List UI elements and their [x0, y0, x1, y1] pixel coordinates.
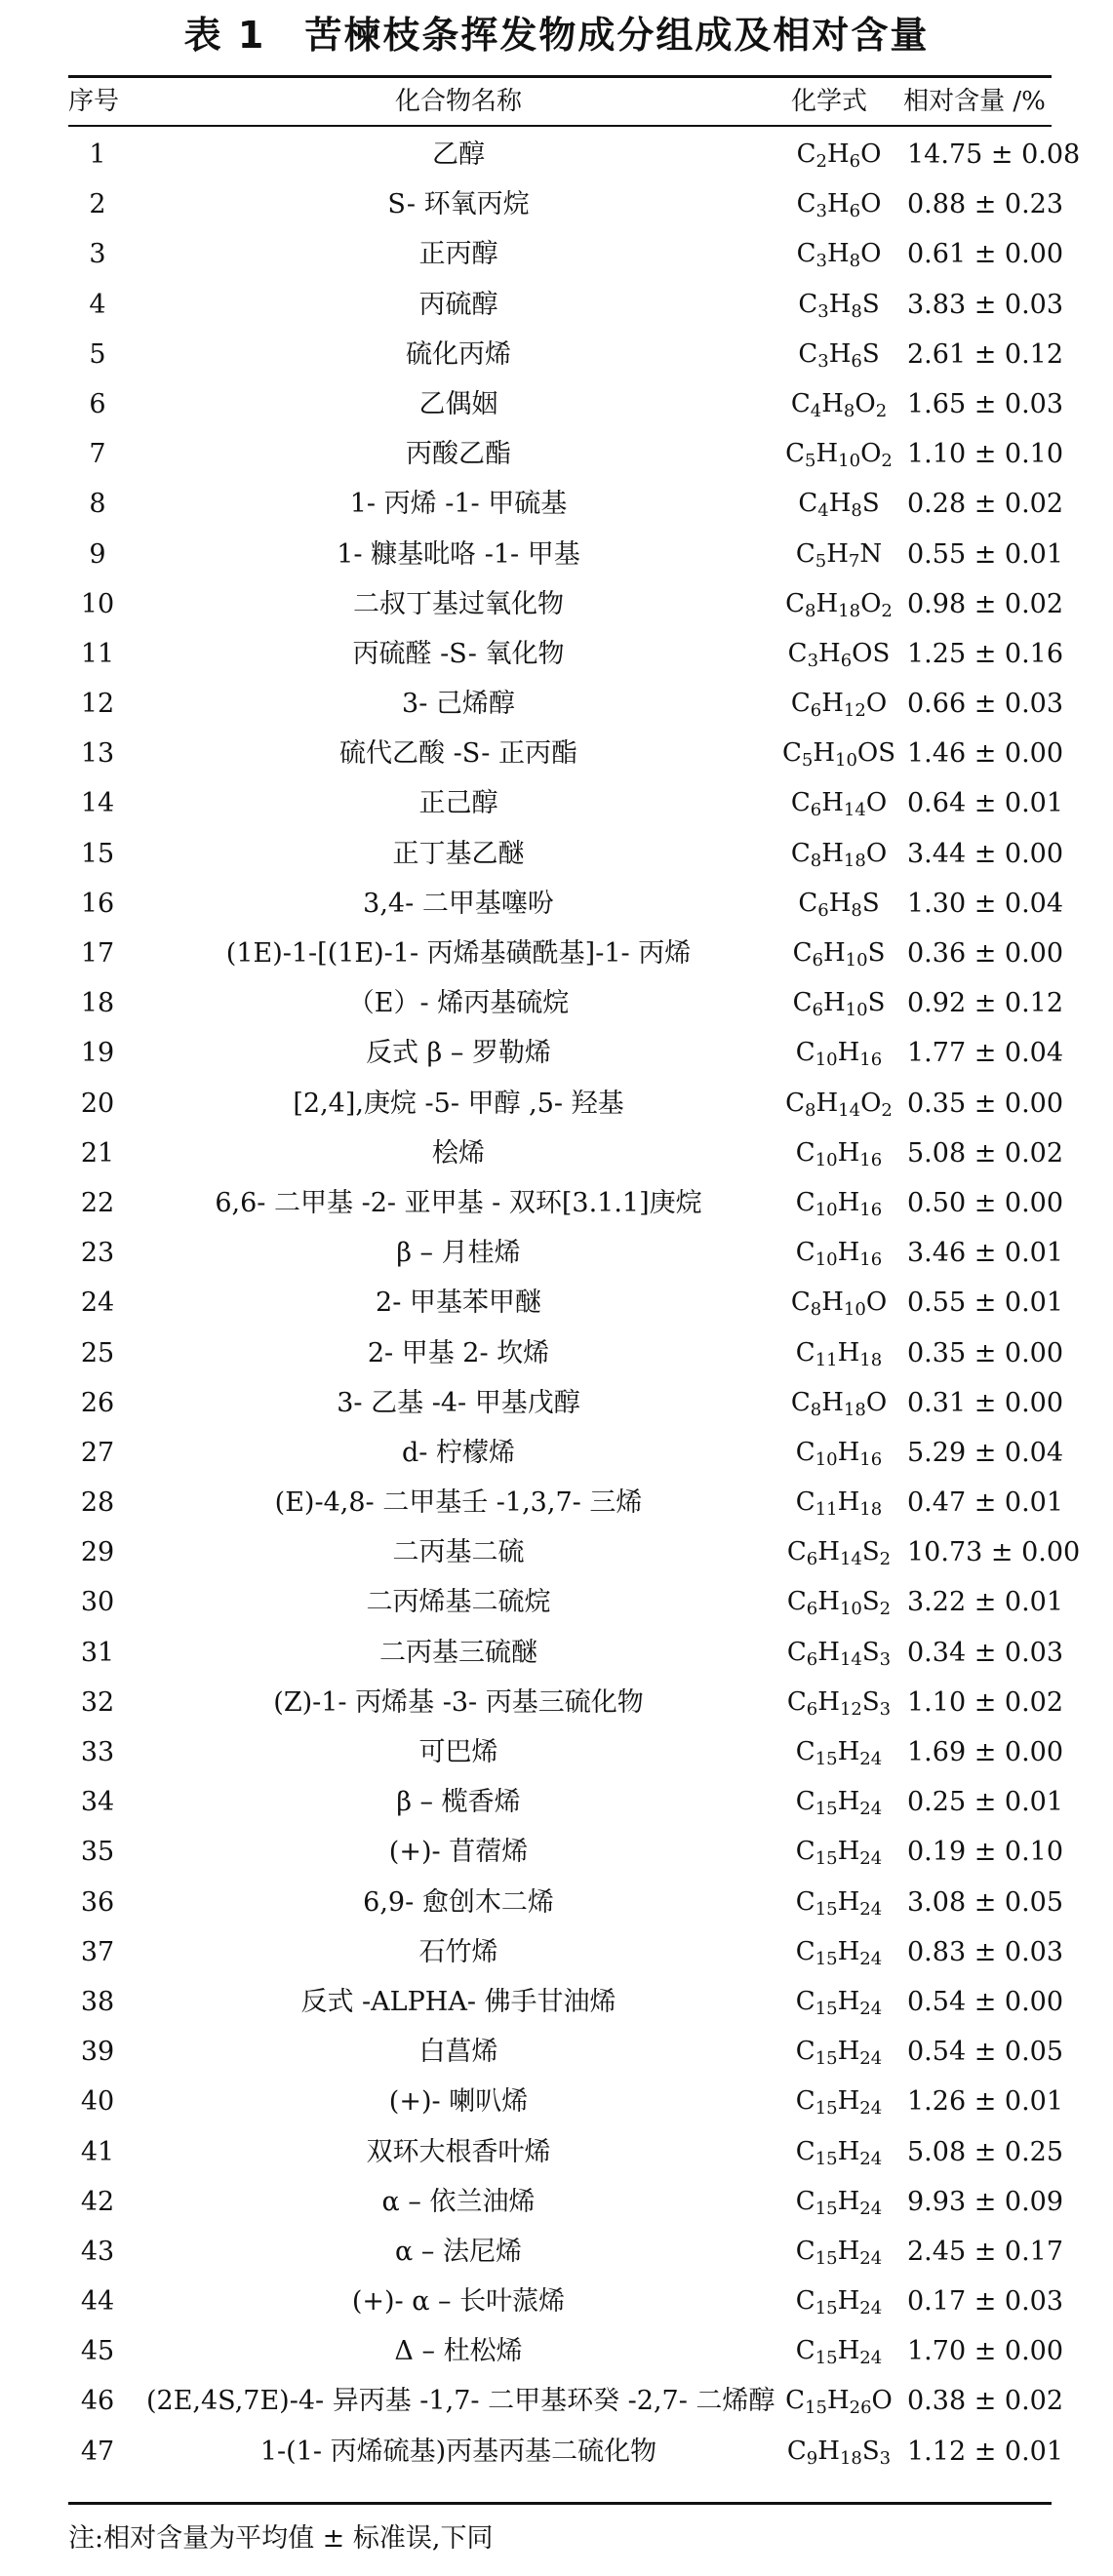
row-relative-content: 1.10 ± 0.02	[907, 1686, 1064, 1718]
row-index: 26	[80, 1387, 115, 1418]
row-compound-name: 反式 β – 罗勒烯	[366, 1038, 551, 1069]
row-compound-name: 正己醇	[418, 788, 498, 819]
table-row	[68, 1129, 1064, 1178]
row-formula: $C_4H_8S$	[798, 489, 880, 522]
row-index: 21	[80, 1137, 115, 1169]
row-index: 34	[80, 1787, 115, 1818]
row-formula: $C_6H_{12}S_3$	[786, 1686, 892, 1720]
row-index: 47	[80, 2436, 115, 2467]
row-relative-content: 0.31 ± 0.00	[907, 1387, 1064, 1418]
row-index: 12	[80, 689, 115, 720]
row-compound-name: 3,4- 二甲基噻吩	[363, 888, 554, 919]
table-row	[68, 1079, 1064, 1129]
row-relative-content: 1.30 ± 0.04	[907, 888, 1064, 919]
row-index: 19	[80, 1038, 115, 1069]
row-formula: $C_8H_{10}O$	[790, 1288, 888, 1321]
row-relative-content: 0.47 ± 0.01	[907, 1487, 1064, 1519]
row-formula: $C_4H_8O_2$	[790, 388, 888, 421]
row-formula: $C_{10}H_{16}$	[795, 1137, 883, 1170]
row-relative-content: 0.54 ± 0.00	[907, 1986, 1064, 2017]
row-index: 33	[80, 1737, 115, 1767]
row-relative-content: 0.92 ± 0.12	[907, 988, 1064, 1019]
row-index: 40	[80, 2086, 115, 2118]
row-index: 9	[89, 538, 106, 570]
table-row	[68, 1527, 1081, 1577]
row-compound-name: 丙硫醛 -S- 氧化物	[352, 638, 565, 669]
row-index: 18	[80, 988, 115, 1019]
row-relative-content: 1.77 ± 0.04	[907, 1038, 1064, 1069]
table-row	[68, 829, 1064, 879]
header-relative-content: 相对含量 /%	[903, 87, 1046, 116]
table-row	[68, 379, 1064, 429]
row-compound-name: 6,9- 愈创木二烯	[363, 1886, 554, 1918]
row-relative-content: 1.10 ± 0.10	[907, 439, 1064, 470]
row-compound-name: 3- 乙基 -4- 甲基戊醇	[337, 1387, 580, 1418]
table-row	[68, 530, 1064, 579]
table-row	[68, 1878, 1064, 1927]
row-relative-content: 3.44 ± 0.00	[907, 838, 1064, 869]
row-compound-name: 双环大根香叶烯	[366, 2136, 551, 2167]
row-formula: $C_{15}H_{24}$	[795, 2037, 883, 2070]
header-formula: 化学式	[790, 87, 867, 116]
row-compound-name: 1- 丙烯 -1- 甲硫基	[349, 489, 568, 520]
table-row	[68, 579, 1064, 629]
row-relative-content: 5.29 ± 0.04	[907, 1437, 1064, 1468]
row-formula: $C_{15}H_{24}$	[795, 2286, 883, 2319]
row-compound-name: 乙偶姻	[418, 388, 498, 419]
table-row	[68, 929, 1064, 978]
header-index: 序号	[68, 87, 120, 116]
row-index: 22	[80, 1187, 115, 1218]
row-formula: $C_8H_{18}O$	[790, 1387, 888, 1420]
row-formula: $C_{15}H_{24}$	[795, 2086, 883, 2120]
table-row	[68, 1577, 1064, 1627]
row-formula: $C_6H_{10}S_2$	[786, 1587, 892, 1620]
row-formula: $C_{15}H_{24}$	[795, 1886, 883, 1920]
table-row	[68, 1178, 1064, 1228]
row-formula: $C_{15}H_{24}$	[795, 1837, 883, 1870]
row-relative-content: 1.26 ± 0.01	[907, 2086, 1064, 2118]
row-compound-name: 1-(1- 丙烯硫基)丙基丙基二硫化物	[259, 2436, 657, 2467]
row-relative-content: 0.66 ± 0.03	[907, 689, 1064, 720]
row-relative-content: 14.75 ± 0.08	[907, 139, 1081, 170]
row-compound-name: 丙硫醇	[418, 289, 498, 320]
row-compound-name: (+)- 苜蓿烯	[388, 1837, 529, 1868]
row-compound-name: (+)- 喇叭烯	[388, 2086, 529, 2118]
row-compound-name: [2,4],庚烷 -5- 甲醇 ,5- 羟基	[293, 1088, 624, 1119]
row-compound-name: 2- 甲基 2- 坎烯	[367, 1337, 550, 1368]
row-index: 1	[89, 139, 106, 170]
row-formula: $C_6H_{10}S$	[792, 938, 886, 971]
row-relative-content: 0.38 ± 0.02	[907, 2386, 1064, 2417]
table-row	[68, 429, 1064, 479]
row-formula: $C_{15}H_{24}$	[795, 1936, 883, 1969]
row-relative-content: 3.46 ± 0.01	[907, 1238, 1064, 1269]
row-compound-name: (Z)-1- 丙烯基 -3- 丙基三硫化物	[273, 1686, 644, 1718]
row-formula: $C_{15}H_{24}$	[795, 2136, 883, 2169]
row-relative-content: 0.28 ± 0.02	[907, 489, 1064, 520]
table-row	[68, 1228, 1064, 1278]
row-relative-content: 0.55 ± 0.01	[907, 1288, 1064, 1319]
row-formula: $C_3H_6O$	[796, 189, 882, 222]
row-index: 4	[89, 289, 106, 320]
table-row	[68, 229, 1064, 279]
row-formula: $C_3H_6S$	[798, 338, 880, 372]
row-formula: $C_6H_{14}S_3$	[786, 1637, 892, 1670]
row-formula: $C_3H_6OS$	[787, 638, 891, 671]
row-relative-content: 9.93 ± 0.09	[907, 2186, 1064, 2217]
row-compound-name: (+)- α – 长叶蒎烯	[351, 2286, 566, 2318]
row-formula: $C_8H_{14}O_2$	[785, 1088, 893, 1121]
row-relative-content: 0.34 ± 0.03	[907, 1637, 1064, 1668]
row-formula: $C_{15}H_{24}$	[795, 1787, 883, 1820]
row-index: 32	[80, 1686, 115, 1718]
row-formula: $C_6H_{12}O$	[790, 689, 888, 722]
row-compound-name: 3- 己烯醇	[402, 689, 515, 720]
row-relative-content: 1.69 ± 0.00	[907, 1737, 1064, 1767]
row-formula: $C_{15}H_{24}$	[795, 2236, 883, 2269]
table-bottom-rule	[68, 2502, 1052, 2505]
row-relative-content: 10.73 ± 0.00	[907, 1537, 1081, 1568]
row-relative-content: 1.46 ± 0.00	[907, 738, 1064, 770]
row-index: 30	[80, 1587, 115, 1618]
row-compound-name: 正丁基乙醚	[392, 838, 525, 869]
row-relative-content: 0.55 ± 0.01	[907, 538, 1064, 570]
row-compound-name: 正丙醇	[418, 239, 498, 270]
row-compound-name: 二丙烯基二硫烷	[366, 1587, 551, 1618]
row-compound-name: β – 榄香烯	[396, 1787, 521, 1818]
row-formula: $C_6H_{10}S$	[792, 988, 886, 1021]
table-row	[68, 1428, 1064, 1478]
row-relative-content: 0.61 ± 0.00	[907, 239, 1064, 270]
row-index: 38	[80, 1986, 115, 2017]
table-title: 表 1 苦楝枝条挥发物成分组成及相对含量	[183, 14, 930, 57]
row-compound-name: 1- 糠基吡咯 -1- 甲基	[337, 538, 580, 570]
row-compound-name: 乙醇	[432, 139, 485, 170]
row-compound-name: α – 依兰油烯	[381, 2186, 536, 2217]
row-formula: $C_{10}H_{16}$	[795, 1238, 883, 1271]
row-index: 39	[80, 2037, 115, 2068]
row-index: 13	[80, 738, 115, 770]
row-relative-content: 0.54 ± 0.05	[907, 2037, 1064, 2068]
table-row	[68, 1028, 1064, 1078]
row-index: 36	[80, 1886, 115, 1918]
table-row	[68, 2027, 1064, 2077]
row-compound-name: β – 月桂烯	[396, 1238, 521, 1269]
row-index: 3	[89, 239, 106, 270]
row-relative-content: 1.25 ± 0.16	[907, 638, 1064, 669]
header-compound-name: 化合物名称	[394, 87, 522, 116]
row-index: 31	[80, 1637, 115, 1668]
table-top-rule	[68, 75, 1052, 78]
row-relative-content: 5.08 ± 0.02	[907, 1137, 1064, 1169]
row-relative-content: 0.17 ± 0.03	[907, 2286, 1064, 2318]
row-index: 29	[80, 1537, 115, 1568]
row-compound-name: 硫化丙烯	[406, 338, 511, 370]
row-relative-content: 1.65 ± 0.03	[907, 388, 1064, 419]
table-body	[68, 130, 1081, 2477]
table-row	[68, 2177, 1064, 2227]
row-index: 42	[80, 2186, 115, 2217]
table-row	[68, 2077, 1064, 2126]
table-row	[68, 2326, 1064, 2376]
table-row	[68, 1478, 1064, 1527]
row-formula: $C_{10}H_{16}$	[795, 1437, 883, 1470]
row-index: 14	[80, 788, 115, 819]
table-row	[68, 130, 1081, 179]
row-formula: $C_{15}H_{24}$	[795, 1737, 883, 1769]
row-index: 17	[80, 938, 115, 969]
row-index: 46	[80, 2386, 115, 2417]
row-relative-content: 0.35 ± 0.00	[907, 1337, 1064, 1368]
table-row	[68, 778, 1064, 828]
table-row	[68, 629, 1064, 679]
table-row	[68, 1328, 1064, 1378]
table-row	[68, 2227, 1064, 2277]
row-formula: $C_5H_{10}O_2$	[785, 439, 893, 472]
row-relative-content: 0.64 ± 0.01	[907, 788, 1064, 819]
row-compound-name: Δ – 杜松烯	[394, 2336, 523, 2367]
table-row	[68, 2427, 1064, 2477]
row-compound-name: (2E,4S,7E)-4- 异丙基 -1,7- 二甲基环癸 -2,7- 二烯醇	[146, 2386, 775, 2417]
row-compound-name: 二丙基三硫醚	[379, 1637, 537, 1668]
row-index: 41	[80, 2136, 115, 2167]
row-compound-name: 6,6- 二甲基 -2- 亚甲基 - 双环[3.1.1]庚烷	[215, 1187, 702, 1218]
table-row	[68, 1678, 1064, 1727]
row-index: 37	[80, 1936, 115, 1967]
row-relative-content: 0.50 ± 0.00	[907, 1187, 1064, 1218]
row-relative-content: 1.12 ± 0.01	[907, 2436, 1064, 2467]
table-row	[68, 1927, 1064, 1977]
table-row	[68, 330, 1064, 379]
row-relative-content: 0.83 ± 0.03	[907, 1936, 1064, 1967]
row-relative-content: 2.61 ± 0.12	[907, 338, 1064, 370]
row-index: 24	[80, 1288, 115, 1319]
row-compound-name: 可巴烯	[418, 1737, 498, 1767]
row-formula: $C_{15}H_{26}O$	[785, 2386, 893, 2419]
row-relative-content: 3.08 ± 0.05	[907, 1886, 1064, 1918]
row-formula: $C_{15}H_{24}$	[795, 1986, 883, 2019]
row-index: 35	[80, 1837, 115, 1868]
row-relative-content: 0.19 ± 0.10	[907, 1837, 1064, 1868]
table-header-rule	[68, 125, 1052, 127]
row-index: 16	[80, 888, 115, 919]
row-compound-name: 2- 甲基苯甲醚	[376, 1288, 541, 1319]
row-formula: $C_3H_8S$	[798, 289, 880, 322]
row-formula: $C_5H_{10}OS$	[781, 738, 896, 772]
table-note: 注:相对含量为平均值 ± 标准误,下同	[68, 2523, 494, 2554]
row-relative-content: 3.83 ± 0.03	[907, 289, 1064, 320]
row-formula: $C_3H_8O$	[796, 239, 882, 272]
row-index: 20	[80, 1088, 115, 1119]
table-row	[68, 1977, 1064, 2027]
row-relative-content: 0.98 ± 0.02	[907, 588, 1064, 619]
row-relative-content: 0.35 ± 0.00	[907, 1088, 1064, 1119]
row-formula: $C_{11}H_{18}$	[795, 1337, 883, 1370]
row-compound-name: 二叔丁基过氧化物	[353, 588, 564, 619]
table-row	[68, 1378, 1064, 1428]
row-index: 7	[89, 439, 106, 470]
table-row	[68, 280, 1064, 330]
row-index: 43	[80, 2236, 115, 2267]
row-formula: $C_6H_8S$	[798, 888, 880, 921]
row-formula: $C_8H_{18}O_2$	[785, 588, 893, 621]
table-row	[68, 1278, 1064, 1328]
row-formula: $C_{10}H_{16}$	[795, 1187, 883, 1220]
row-compound-name: (1E)-1-[(1E)-1- 丙烯基磺酰基]-1- 丙烯	[225, 938, 692, 969]
row-relative-content: 0.36 ± 0.00	[907, 938, 1064, 969]
row-compound-name: d- 柠檬烯	[402, 1437, 515, 1468]
row-compound-name: 硫代乙酸 -S- 正丙酯	[339, 738, 577, 770]
row-index: 8	[89, 489, 106, 520]
table-row	[68, 729, 1064, 778]
row-compound-name: 二丙基二硫	[392, 1537, 525, 1568]
row-formula: $C_{10}H_{16}$	[795, 1038, 883, 1071]
row-relative-content: 0.88 ± 0.23	[907, 189, 1064, 220]
row-formula: $C_9H_{18}S_3$	[786, 2436, 892, 2469]
row-formula: $C_2H_6O$	[796, 139, 882, 172]
row-index: 44	[80, 2286, 115, 2318]
row-index: 6	[89, 388, 106, 419]
table-row	[68, 2277, 1064, 2326]
row-index: 45	[80, 2336, 115, 2367]
row-formula: $C_8H_{18}O$	[790, 838, 888, 871]
row-relative-content: 1.70 ± 0.00	[907, 2336, 1064, 2367]
row-index: 11	[80, 638, 115, 669]
row-formula: $C_{15}H_{24}$	[795, 2336, 883, 2369]
table-row	[68, 1628, 1064, 1678]
row-index: 25	[80, 1337, 115, 1368]
row-compound-name: （E）- 烯丙基硫烷	[347, 988, 570, 1019]
row-relative-content: 2.45 ± 0.17	[907, 2236, 1064, 2267]
row-index: 28	[80, 1487, 115, 1519]
row-compound-name: 石竹烯	[418, 1936, 498, 1967]
table-row	[68, 179, 1064, 229]
row-index: 10	[80, 588, 115, 619]
row-formula: $C_{15}H_{24}$	[795, 2186, 883, 2219]
row-index: 15	[80, 838, 115, 869]
row-compound-name: 丙酸乙酯	[406, 439, 511, 470]
table-row	[68, 2127, 1064, 2177]
row-formula: $C_6H_{14}S_2$	[786, 1537, 892, 1570]
table-row	[68, 679, 1064, 729]
row-compound-name: 反式 -ALPHA- 佛手甘油烯	[300, 1986, 616, 2017]
row-compound-name: S- 环氧丙烷	[387, 189, 530, 220]
table-row	[68, 2376, 1064, 2426]
row-relative-content: 0.25 ± 0.01	[907, 1787, 1064, 1818]
row-compound-name: α – 法尼烯	[395, 2236, 522, 2267]
row-compound-name: 桧烯	[432, 1137, 485, 1169]
row-relative-content: 3.22 ± 0.01	[907, 1587, 1064, 1618]
row-relative-content: 5.08 ± 0.25	[907, 2136, 1064, 2167]
table-row	[68, 1827, 1064, 1877]
table-row	[68, 479, 1064, 529]
row-formula: $C_{11}H_{18}$	[795, 1487, 883, 1521]
row-compound-name: (E)-4,8- 二甲基壬 -1,3,7- 三烯	[274, 1487, 643, 1519]
row-index: 27	[80, 1437, 115, 1468]
table-row	[68, 879, 1064, 929]
table-row	[68, 1727, 1064, 1777]
row-compound-name: 白菖烯	[418, 2037, 498, 2068]
row-formula: $C_5H_7N$	[795, 538, 883, 572]
row-formula: $C_6H_{14}O$	[790, 788, 888, 821]
row-index: 2	[89, 189, 106, 220]
table-row	[68, 1777, 1064, 1827]
row-index: 23	[80, 1238, 115, 1269]
table-row	[68, 978, 1064, 1028]
row-index: 5	[89, 338, 106, 370]
